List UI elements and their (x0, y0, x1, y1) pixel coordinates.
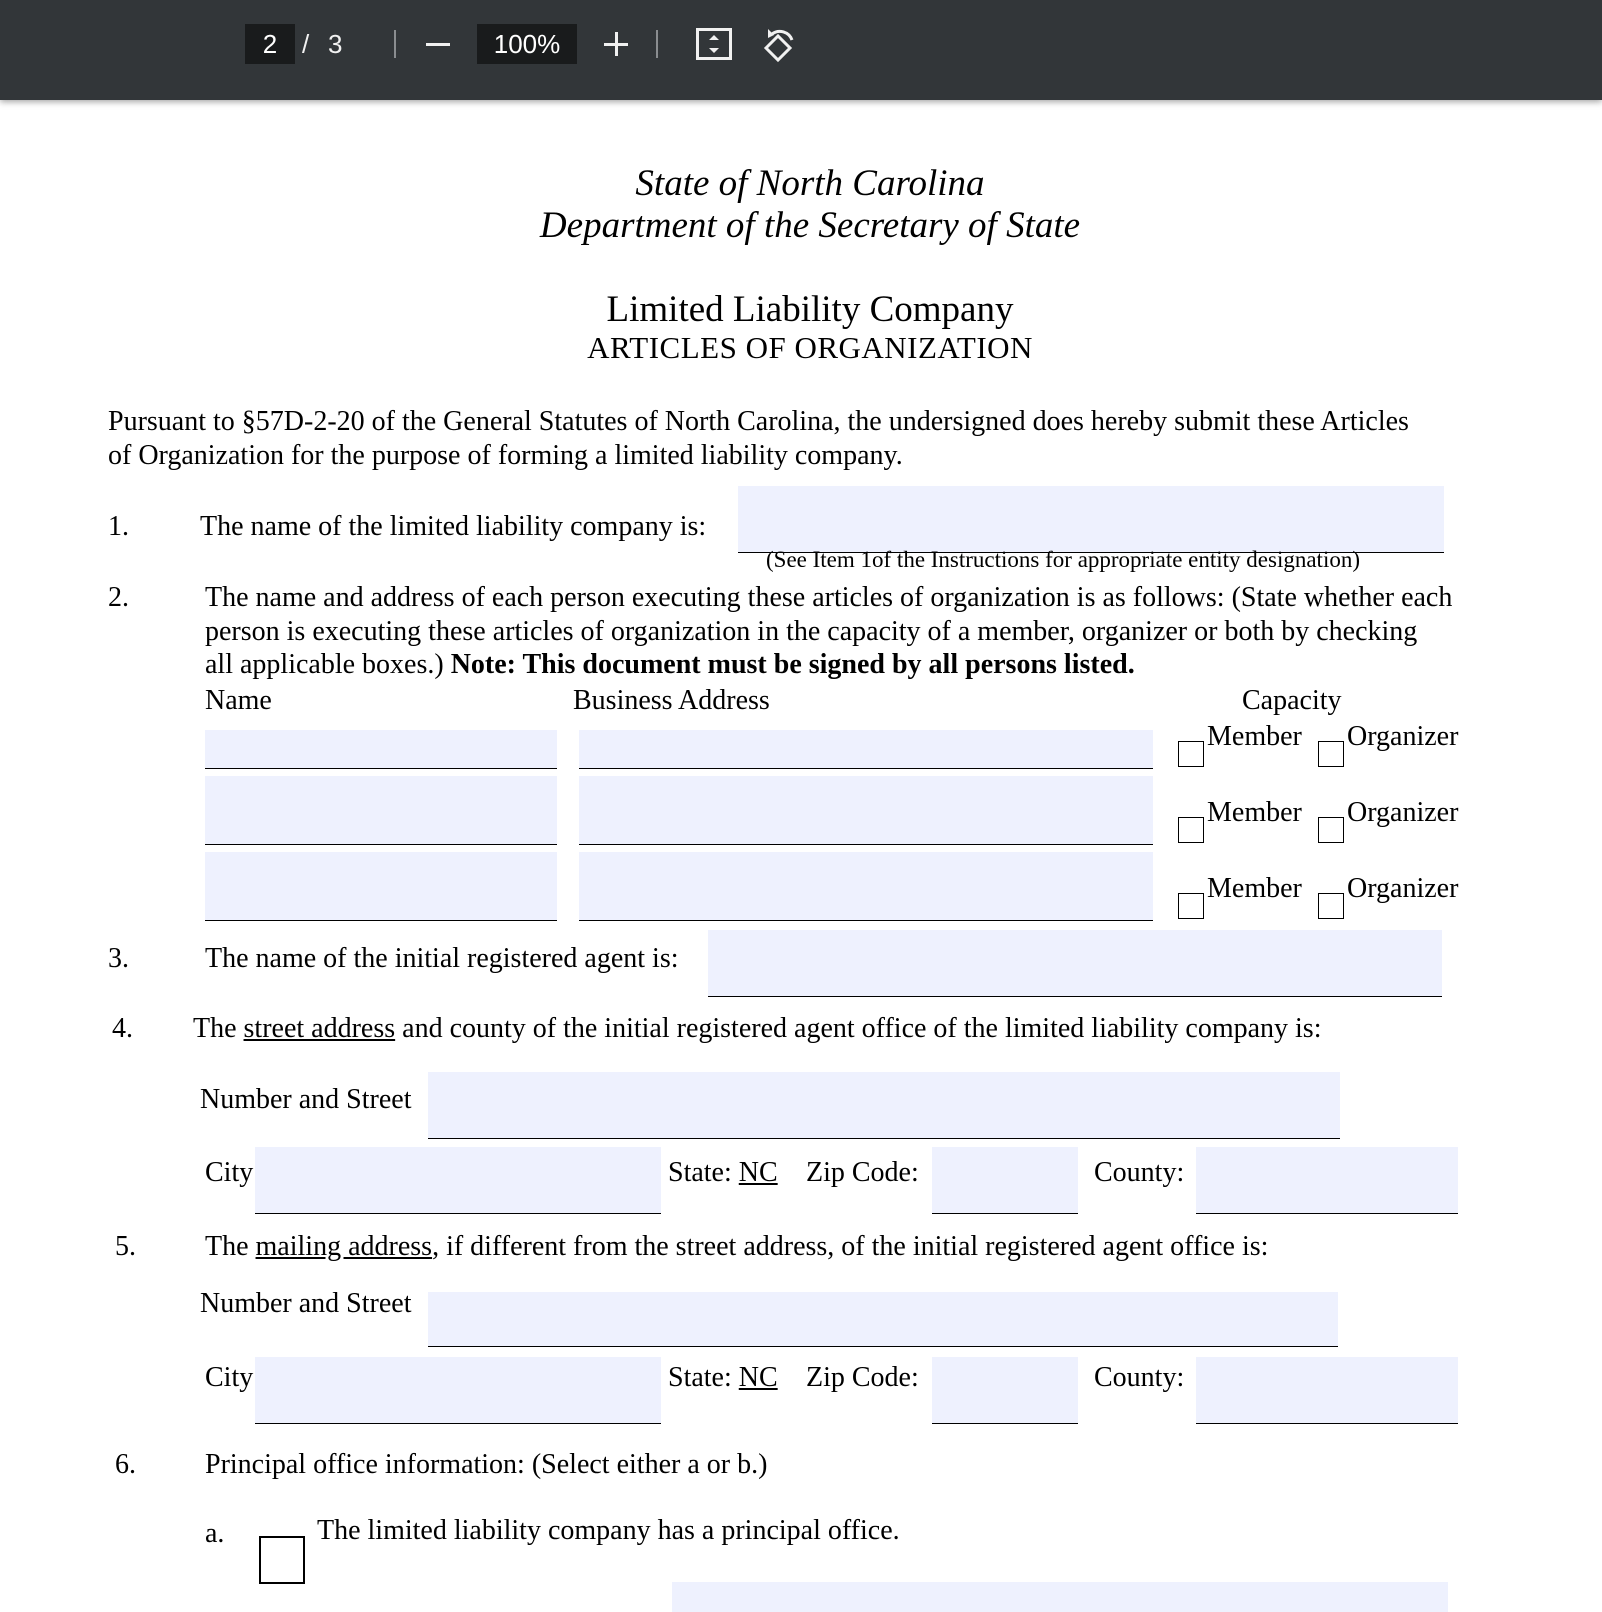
item-3-label: The name of the initial registered agent is: (205, 943, 679, 974)
mailing-county-field[interactable] (1196, 1357, 1458, 1424)
agent-street-field[interactable] (428, 1072, 1340, 1139)
zoom-out-icon[interactable] (420, 22, 456, 66)
item-4-label (193, 1013, 1321, 1045)
person-1-name-field[interactable] (205, 730, 557, 769)
item-4-street-label: Number and Street (200, 1084, 412, 1115)
item-4-label-underlined: street address (243, 1013, 396, 1044)
item-2-note: Note: This document must be signed by all persons listed. (450, 649, 1135, 680)
page-number-input[interactable]: 2 (245, 24, 295, 64)
form-title: Limited Liability Company (606, 289, 1014, 330)
item-4-state-label: State: (668, 1157, 739, 1188)
intro-line-2: of Organization for the purpose of forming a limited liability company. (108, 440, 903, 471)
person-3-organizer-checkbox[interactable] (1318, 893, 1344, 919)
person-2-member-checkbox[interactable] (1178, 817, 1204, 843)
item-4-city-label: City (205, 1157, 254, 1188)
item-6-label: Principal office information: (Select either a or b.) (205, 1449, 768, 1480)
item-4-state (668, 1157, 778, 1189)
item-5-label-underlined: mailing address (255, 1231, 433, 1262)
agent-zip-field[interactable] (932, 1147, 1078, 1214)
pdf-viewer-toolbar (0, 0, 1602, 100)
item-5-state-label: State: (668, 1362, 739, 1393)
item-2-line-2: person is executing these articles of organization in the capacity of a member, organizer or both by checking (205, 616, 1418, 647)
mailing-street-field[interactable] (428, 1292, 1338, 1347)
item-2-number: 2. (108, 582, 129, 613)
item-4-zip-label: Zip Code: (806, 1157, 919, 1188)
organizer-label: Organizer (1347, 721, 1459, 752)
option-a-text: The limited liability company has a principal office. (317, 1515, 900, 1546)
agent-city-field[interactable] (255, 1147, 661, 1214)
intro-line-1: Pursuant to §57D-2-20 of the General Statutes of North Carolina, the undersigned does hereby submit these Articles (108, 406, 1409, 437)
rotate-icon[interactable] (758, 26, 798, 64)
member-label: Member (1207, 797, 1302, 828)
organizer-label: Organizer (1347, 797, 1459, 828)
item-5-label-post: , if different from the street address, of the initial registered agent office is: (432, 1231, 1269, 1262)
item-2-line-3-text: all applicable boxes.) (205, 649, 451, 680)
member-label: Member (1207, 873, 1302, 904)
item-5-street-label: Number and Street (200, 1288, 412, 1319)
item-5-city-label: City (205, 1362, 254, 1393)
item-5-state-value: NC (738, 1362, 778, 1393)
column-capacity-header: Capacity (1242, 685, 1342, 716)
item-4-label-pre: The (193, 1013, 244, 1044)
agent-county-field[interactable] (1196, 1147, 1458, 1214)
mailing-city-field[interactable] (255, 1357, 661, 1424)
member-label: Member (1207, 721, 1302, 752)
person-1-member-checkbox[interactable] (1178, 741, 1204, 767)
item-6-number: 6. (115, 1449, 136, 1480)
item-2-line-3 (205, 649, 1135, 681)
mailing-zip-field[interactable] (932, 1357, 1078, 1424)
item-3-number: 3. (108, 943, 129, 974)
zoom-level-input[interactable]: 100% (477, 24, 577, 64)
fit-page-icon[interactable] (696, 28, 732, 60)
item-5-state (668, 1362, 778, 1394)
page-separator: / (302, 29, 310, 59)
item-4-number: 4. (112, 1013, 133, 1044)
form-subtitle: ARTICLES OF ORGANIZATION (587, 330, 1033, 365)
item-5-label (205, 1231, 1268, 1263)
item-5-label-pre: The (205, 1231, 256, 1262)
person-1-address-field[interactable] (579, 730, 1153, 769)
person-2-address-field[interactable] (579, 776, 1153, 845)
header-state: State of North Carolina (635, 163, 985, 204)
item-1-number: 1. (108, 511, 129, 542)
total-pages: 3 (328, 29, 343, 59)
column-address-header: Business Address (573, 685, 770, 716)
item-4-label-post: and county of the initial registered agent office of the limited liability company is: (395, 1013, 1322, 1044)
option-a-letter: a. (205, 1518, 225, 1549)
company-name-field[interactable] (738, 486, 1444, 553)
column-name-header: Name (205, 685, 272, 716)
toolbar-divider (394, 30, 396, 58)
toolbar-divider (656, 30, 658, 58)
header-department: Department of the Secretary of State (539, 205, 1081, 246)
registered-agent-field[interactable] (708, 930, 1442, 997)
item-4-state-value: NC (738, 1157, 778, 1188)
pdf-page (0, 100, 1602, 1608)
zoom-in-icon[interactable] (598, 22, 634, 66)
item-2-line-1: The name and address of each person executing these articles of organization is as follows: (State whether each (205, 582, 1453, 613)
organizer-label: Organizer (1347, 873, 1459, 904)
item-5-county-label: County: (1094, 1362, 1185, 1393)
person-3-name-field[interactable] (205, 852, 557, 921)
person-2-name-field[interactable] (205, 776, 557, 845)
option-a-checkbox[interactable] (259, 1536, 305, 1584)
person-3-address-field[interactable] (579, 852, 1153, 921)
item-5-number: 5. (115, 1231, 136, 1262)
item-1-note: (See Item 1of the Instructions for appropriate entity designation) (766, 547, 1360, 572)
person-3-member-checkbox[interactable] (1178, 893, 1204, 919)
item-5-zip-label: Zip Code: (806, 1362, 919, 1393)
item-4-county-label: County: (1094, 1157, 1185, 1188)
person-2-organizer-checkbox[interactable] (1318, 817, 1344, 843)
item-1-label: The name of the limited liability company is: (200, 511, 707, 542)
person-1-organizer-checkbox[interactable] (1318, 741, 1344, 767)
